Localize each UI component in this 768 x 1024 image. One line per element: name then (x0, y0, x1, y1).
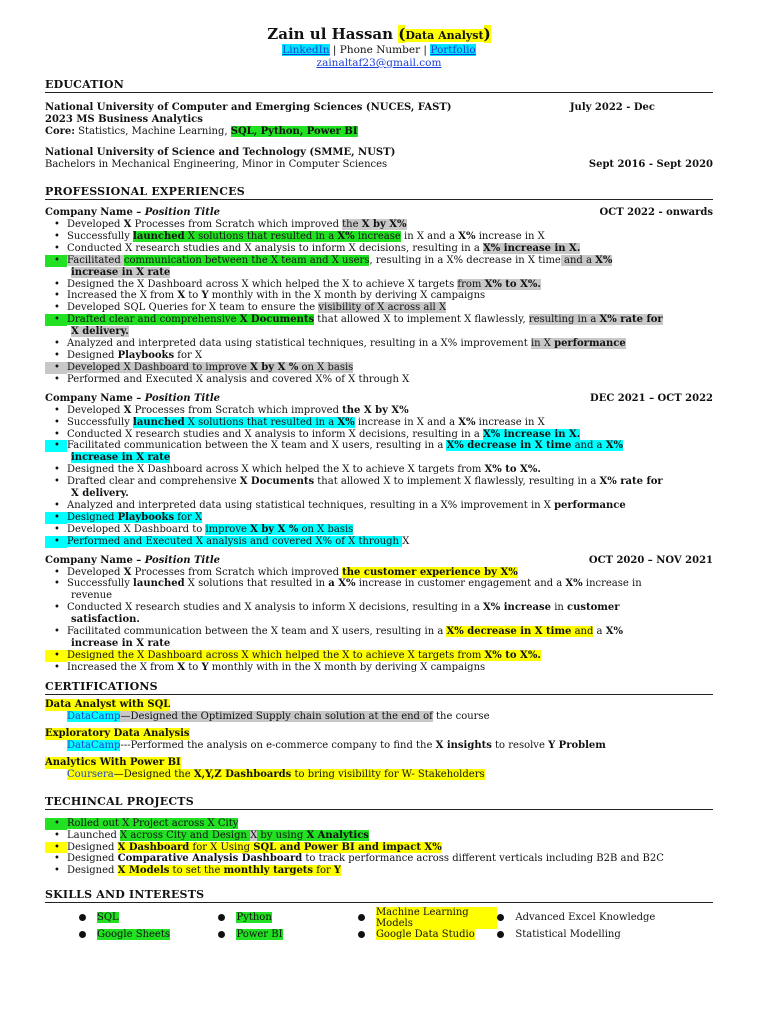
project-item: • Rolled out X Project across X City (67, 818, 713, 830)
job-dates: OCT 2022 - onwards (599, 207, 713, 218)
bullet-item: • Conducted X research studies and X analysis to inform X decisions, resulting in a X% increase in customer (67, 602, 713, 614)
job-bullets (45, 567, 713, 674)
role-title: Data Analyst (405, 29, 484, 42)
job-header: Company Name – Position Title DEC 2021 – OCT 2022 (45, 392, 713, 404)
skill-item: Advanced Excel Knowledge (497, 909, 687, 926)
resume-page (45, 26, 713, 943)
bullet-item: • Drafted clear and comprehensive X Documents that allowed X to implement X flawlessly, resulting in a X% rate for (67, 314, 713, 326)
phone-number: Phone Number (339, 44, 421, 56)
bullet-item: • Developed X Dashboard to improve X by X % on X basis (67, 524, 713, 536)
job-bullets (45, 219, 713, 386)
bullet-item: • Facilitated communication between the X team and X users, resulting in a X% decrease in X time and a X% (67, 626, 713, 638)
bullet-item: X delivery. (71, 488, 129, 500)
job-bullets (45, 405, 713, 548)
certification-entry: Analytics With Power BI Coursera—Designed the X,Y,Z Dashboards to bring visibility for W- Stakeholders (45, 756, 485, 781)
bullet-item: • Analyzed and interpreted data using statistical techniques, resulting in a X% improvement in X performance (67, 338, 713, 350)
project-item: • Designed Comparative Analysis Dashboard to track performance across different verticals including B2B and B2C (67, 853, 713, 865)
certification-entry: Exploratory Data Analysis DataCamp---Performed the analysis on e-commerce company to find the X insights to resolve Y Problem (45, 727, 606, 752)
skill-item: Python (218, 909, 357, 926)
education-entry: National University of Computer and Emerging Sciences (NUCES, FAST) July 2022 - Dec 2023 MS Business Analytics Core: Statistics, Machine Learning, SQL, Python, Power BI (45, 102, 655, 137)
project-item: • Designed X Models to set the monthly targets for Y (67, 865, 713, 877)
bullet-item: increase in X rate (71, 452, 171, 464)
portfolio-link[interactable]: Portfolio (430, 44, 476, 56)
job-entry (45, 393, 713, 548)
section-skills: SKILLS AND INTERESTS (45, 888, 713, 903)
skill-item: Statistical Modelling (497, 926, 687, 943)
bullet-item: increase in X rate (71, 266, 171, 278)
bullet-dot-icon (497, 931, 504, 938)
bullet-dot-icon (218, 914, 225, 921)
bullet-item: increase in X rate (71, 638, 171, 649)
experience-list (45, 207, 713, 674)
contact-line: LinkedIn | Phone Number | Portfolio (282, 44, 476, 56)
bullet-item: • Designed the X Dashboard across X which helped the X to achieve X targets from X% to X%. (67, 279, 713, 291)
bullet-item: • Performed and Executed X analysis and covered X% of X through X (67, 374, 713, 386)
bullet-item: • Designed the X Dashboard across X which helped the X to achieve X targets from X% to X%. (67, 650, 713, 662)
bullet-item: • Developed X Processes from Scratch which improved the customer experience by X% (67, 567, 713, 579)
bullet-item: satisfaction. (71, 614, 140, 626)
bullet-dot-icon (79, 931, 86, 938)
bullet-dot-icon (358, 931, 365, 938)
bullet-dot-icon (358, 914, 365, 921)
bullet-item: revenue (71, 590, 113, 602)
skill-item: SQL (79, 909, 218, 926)
email-link[interactable]: zainaltaf23@gmail.com (316, 57, 442, 69)
linkedin-link[interactable]: LinkedIn (282, 44, 330, 56)
job-dates: DEC 2021 – OCT 2022 (590, 392, 713, 404)
certification-entry: Data Analyst with SQL DataCamp—Designed the Optimized Supply chain solution at the end of the course (45, 698, 490, 723)
bullet-item: • Designed the X Dashboard across X which helped the X to achieve X targets from X% to X%. (67, 464, 713, 476)
bullet-item: • Developed X Dashboard to improve X by X % on X basis (67, 362, 713, 374)
education-entry: National University of Science and Technology (SMME, NUST) Bachelors in Mechanical Engineering, Minor in Computer Sciences Sept 2016 - Sept 2020 (45, 147, 713, 170)
skill-item: Power BI (218, 926, 357, 943)
skill-item: Google Sheets (79, 926, 218, 943)
job-entry (45, 207, 713, 386)
bullet-item: • Developed X Processes from Scratch which improved the X by X% (67, 405, 713, 417)
bullet-item: • Developed SQL Queries for X team to ensure the visibility of X across all X (67, 302, 713, 314)
bullet-item: • Increased the X from X to Y monthly with in the X month by deriving X campaigns (67, 662, 713, 674)
bullet-item: • Successfully launched X solutions that resulted in a X% increase in X and a X% increase in X (67, 417, 713, 429)
bullet-item: • Developed X Processes from Scratch which improved the X by X% (67, 219, 713, 231)
bullet-item: • Performed and Executed X analysis and covered X% of X through X (67, 536, 713, 548)
bullet-item: • Facilitated communication between the X team and X users, resulting in a X% decrease in X time and a X% (67, 440, 713, 452)
skill-item: Machine Learning Models (358, 909, 497, 926)
bullet-item: • Drafted clear and comprehensive X Documents that allowed X to implement X flawlessly, resulting in a X% rate for (67, 476, 713, 488)
bullet-item: • Successfully launched X solutions that resulted in a X% increase in X and a X% increase in X (67, 231, 713, 243)
certification-provider[interactable]: DataCamp (67, 711, 121, 723)
bullet-dot-icon (497, 914, 504, 921)
bullet-item: • Conducted X research studies and X analysis to inform X decisions, resulting in a X% increase in X. (67, 429, 713, 441)
bullet-item: • Designed Playbooks for X (67, 512, 713, 524)
certification-provider[interactable]: Coursera (67, 769, 114, 781)
bullet-item: • Successfully launched X solutions that resulted in a X% increase in customer engagement and a X% increase in (67, 578, 713, 590)
certification-provider[interactable]: DataCamp (67, 740, 121, 752)
bullet-dot-icon (218, 931, 225, 938)
project-item: • Designed X Dashboard for X Using SQL and Power BI and impact X% (67, 842, 713, 854)
section-education: EDUCATION (45, 78, 713, 93)
project-list (45, 818, 713, 878)
bullet-item: • Conducted X research studies and X analysis to inform X decisions, resulting in a X% increase in X. (67, 243, 713, 255)
job-header: Company Name – Position Title OCT 2020 – NOV 2021 (45, 554, 713, 566)
job-dates: OCT 2020 – NOV 2021 (588, 554, 713, 566)
bullet-item: • Increased the X from X to Y monthly with in the X month by deriving X campaigns (67, 290, 713, 302)
job-entry (45, 555, 713, 674)
project-item: • Launched X across City and Design X by using X Analytics (67, 830, 713, 842)
bullet-dot-icon (79, 914, 86, 921)
skill-item: Google Data Studio (358, 926, 497, 943)
bullet-item: • Analyzed and interpreted data using statistical techniques, resulting in a X% improvement in X performance (67, 500, 713, 512)
bullet-item: • Facilitated communication between the X team and X users, resulting in a X% decrease in X time and a X% (67, 255, 713, 267)
skills-grid (45, 906, 713, 943)
job-header: Company Name – Position Title OCT 2022 - onwards (45, 207, 713, 218)
resume-name: Zain ul Hassan (Data Analyst) (267, 25, 491, 43)
bullet-item: X delivery. (71, 326, 129, 338)
section-certifications: CERTIFICATIONS (45, 680, 713, 695)
certification-list (45, 699, 713, 782)
section-experience: PROFESSIONAL EXPERIENCES (45, 185, 713, 200)
section-projects: TECHINCAL PROJECTS (45, 795, 713, 810)
bullet-item: • Designed Playbooks for X (67, 350, 713, 362)
